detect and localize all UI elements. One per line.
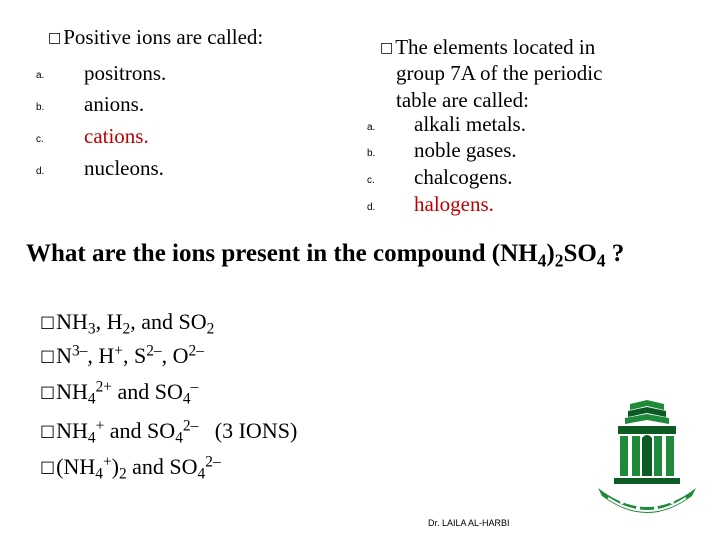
main-question xyxy=(26,240,625,271)
option-text: nucleons. xyxy=(84,156,164,180)
answer-choice-4 xyxy=(40,417,298,447)
subscript: 4 xyxy=(197,465,206,483)
subscript: 4 xyxy=(87,390,96,408)
answer-text: , and SO xyxy=(130,309,207,334)
answer-text: , S xyxy=(122,343,147,368)
answer-text: NH xyxy=(56,379,88,404)
option-text-correct: halogens. xyxy=(414,192,494,216)
question-2-line: group 7A of the periodic xyxy=(396,61,603,85)
main-question-text: What are the ions present in the compound (NH xyxy=(26,240,538,267)
superscript: + xyxy=(95,417,105,435)
superscript: 2– xyxy=(146,342,162,360)
answer-text: NH xyxy=(56,418,88,443)
bullet-icon: □ xyxy=(48,30,62,46)
answer-text: and SO xyxy=(104,418,176,443)
option-text: chalcogens. xyxy=(414,165,513,189)
main-question-text: ? xyxy=(605,240,625,267)
option-text: positrons. xyxy=(84,61,167,85)
answer-text: and SO xyxy=(112,379,183,404)
answer-text: , O xyxy=(161,343,189,368)
question-2-stem xyxy=(380,34,595,60)
subscript: 4 xyxy=(175,429,183,447)
bullet-icon: □ xyxy=(40,457,56,476)
option-text: anions. xyxy=(84,92,145,116)
answer-text: NH xyxy=(56,309,88,334)
answer-text: ) xyxy=(111,454,119,479)
subscript: 2 xyxy=(122,320,131,338)
subscript: 2 xyxy=(554,250,564,271)
university-emblem-icon xyxy=(588,398,706,522)
subscript: 4 xyxy=(87,429,96,447)
superscript: – xyxy=(190,378,199,396)
answer-choice-5 xyxy=(40,453,221,483)
answer-text: , H xyxy=(95,309,123,334)
question-1-text: Positive ions are called: xyxy=(63,25,264,49)
option-letter: a. xyxy=(367,122,376,133)
subscript: 2 xyxy=(206,320,215,338)
answer-text: and SO xyxy=(126,454,198,479)
main-question-text: SO xyxy=(563,240,597,267)
answer-note: (3 IONS) xyxy=(198,418,298,443)
superscript: 2– xyxy=(188,342,204,360)
answer-text: N xyxy=(56,343,73,368)
option-text-correct: cations. xyxy=(84,124,149,148)
superscript: 2– xyxy=(182,417,199,435)
option-letter: d. xyxy=(36,166,45,177)
answer-text: (NH xyxy=(56,454,96,479)
bullet-icon: □ xyxy=(40,382,56,401)
option-text: alkali metals. xyxy=(414,112,526,136)
subscript: 4 xyxy=(182,390,191,408)
option-text: noble gases. xyxy=(414,138,517,162)
question-2-line: The elements located in xyxy=(395,35,596,59)
superscript: 3– xyxy=(72,342,88,360)
answer-choice-2 xyxy=(40,343,204,369)
subscript: 4 xyxy=(596,250,606,271)
bullet-icon: □ xyxy=(40,312,56,331)
superscript: + xyxy=(114,342,123,360)
question-1-stem xyxy=(48,24,263,50)
superscript: 2+ xyxy=(95,378,112,396)
option-letter: b. xyxy=(36,102,45,113)
bullet-icon: □ xyxy=(40,421,56,440)
main-question-text: ) xyxy=(546,240,555,267)
superscript: 2– xyxy=(205,453,221,471)
author-credit: Dr. LAILA AL-HARBI xyxy=(428,518,510,528)
answer-text: , H xyxy=(87,343,115,368)
option-letter: d. xyxy=(367,202,376,213)
answer-choice-1 xyxy=(40,309,215,338)
question-2-line: table are called: xyxy=(396,88,529,112)
subscript: 4 xyxy=(537,250,547,271)
option-letter: b. xyxy=(367,148,376,159)
answer-choice-3 xyxy=(40,378,199,408)
bullet-icon: □ xyxy=(40,346,56,365)
option-letter: c. xyxy=(36,134,44,145)
option-letter: a. xyxy=(36,70,45,81)
subscript: 2 xyxy=(118,465,127,483)
superscript: + xyxy=(102,453,112,471)
bullet-icon: □ xyxy=(380,40,394,56)
subscript: 3 xyxy=(87,320,96,338)
option-letter: c. xyxy=(367,175,375,186)
subscript: 4 xyxy=(95,465,103,483)
